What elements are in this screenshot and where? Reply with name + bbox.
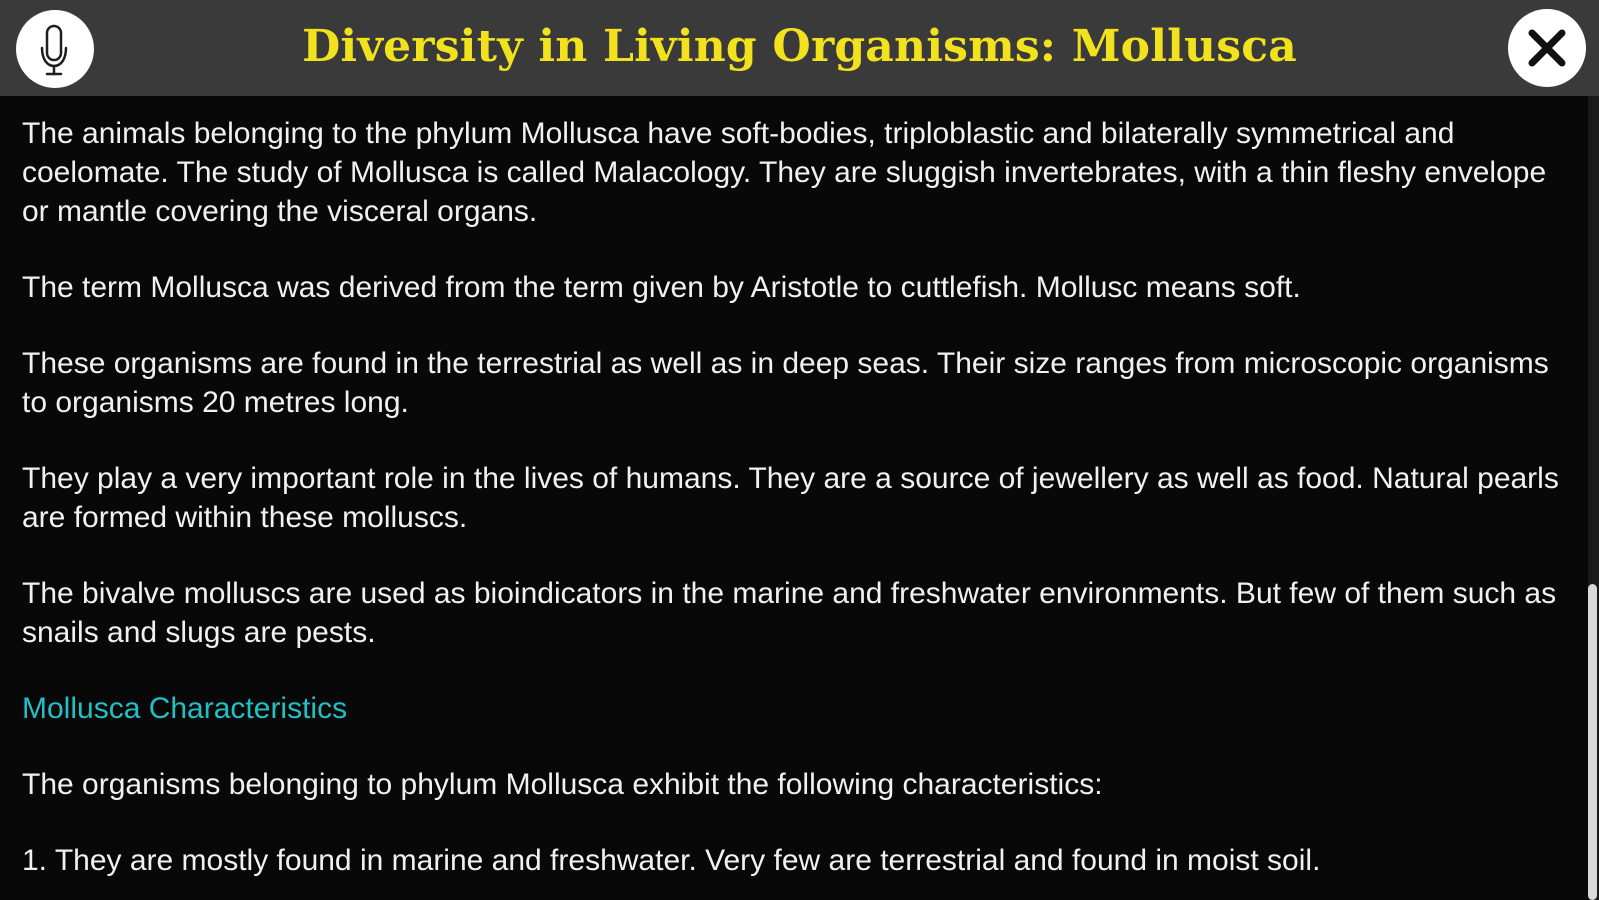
page-title: Diversity in Living Organisms: Mollusca xyxy=(302,21,1297,72)
header-bar xyxy=(0,0,1599,96)
section-heading-characteristics: Mollusca Characteristics xyxy=(22,692,348,725)
scrollbar-track[interactable] xyxy=(1588,96,1599,900)
characteristics-intro: The organisms belonging to phylum Mollusca exhibit the following characteristics: xyxy=(22,768,1103,801)
close-button[interactable] xyxy=(1508,9,1586,87)
list-item: 1. They are mostly found in marine and freshwater. Very few are terrestrial and found in moist soil. xyxy=(22,844,1321,877)
paragraph-mollusca-bioindicators: The bivalve molluscs are used as bioindicators in the marine and freshwater environments. But few of them such as snails and slugs are pests. xyxy=(22,577,1557,649)
paragraph-mollusca-habitat: These organisms are found in the terrestrial as well as in deep seas. Their size ranges from microscopic organisms to organisms 20 metres long. xyxy=(22,347,1549,419)
article-content xyxy=(0,96,1588,900)
paragraph-mollusca-human-role: They play a very important role in the lives of humans. They are a source of jewellery as well as food. Natural pearls are formed within these molluscs. xyxy=(22,462,1559,534)
microphone-icon xyxy=(16,10,94,88)
paragraph-mollusca-definition: The animals belonging to the phylum Mollusca have soft-bodies, triploblastic and bilaterally symmetrical and coelomate. The study of Mollusca is called Malacology. They are sluggish invertebrates, with a thin fleshy envelope or mantle covering the visceral organs. xyxy=(22,117,1547,228)
scrollbar-thumb[interactable] xyxy=(1588,584,1597,900)
microphone-button[interactable] xyxy=(16,10,94,88)
close-icon xyxy=(1508,9,1586,87)
paragraph-mollusca-origin: The term Mollusca was derived from the term given by Aristotle to cuttlefish. Mollusc means soft. xyxy=(22,271,1301,304)
